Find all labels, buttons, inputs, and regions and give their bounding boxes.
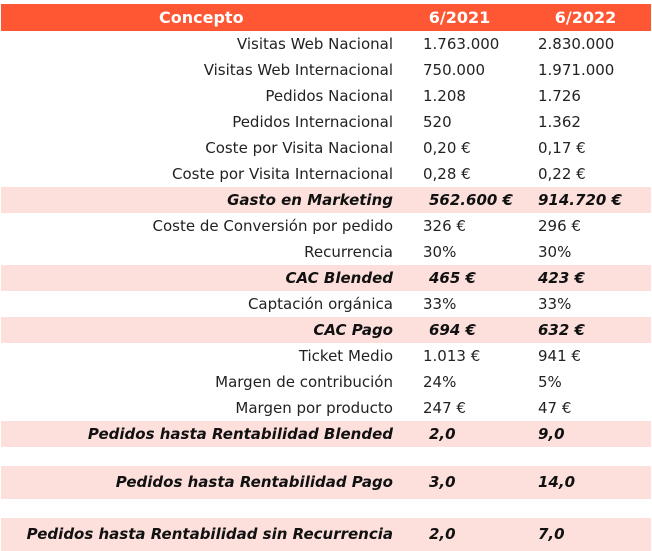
table-row xyxy=(1,395,651,421)
row-value-2021: 1.013 € xyxy=(423,347,481,365)
row-value-2022: 30% xyxy=(538,243,572,261)
row-label: Captación orgánica xyxy=(247,295,393,313)
row-value-2021: 33% xyxy=(423,295,457,313)
row-value-2022: 9,0 xyxy=(520,421,651,447)
row-label: Coste de Conversión por pedido xyxy=(152,217,393,235)
row-value-2021: 247 € xyxy=(423,399,466,417)
row-value-2022: 1.726 xyxy=(538,87,581,105)
row-value-2021: 520 xyxy=(423,113,452,131)
row-value-2022: 33% xyxy=(538,295,572,313)
table-row xyxy=(1,83,651,109)
highlight-row xyxy=(1,421,651,447)
row-label: Gasto en Marketing xyxy=(1,187,399,213)
row-value-2022: 941 € xyxy=(538,347,581,365)
row-label: Margen por producto xyxy=(235,399,393,417)
row-label: Pedidos Nacional xyxy=(265,87,393,105)
row-value-2022: 632 € xyxy=(520,317,651,343)
table-row xyxy=(1,31,651,57)
row-label: CAC Blended xyxy=(1,265,399,291)
row-value-2022: 0,22 € xyxy=(538,165,586,183)
table-row xyxy=(1,213,651,239)
row-value-2022: 14,0 xyxy=(520,466,651,499)
row-label: Visitas Web Nacional xyxy=(236,35,393,53)
row-value-2022: 0,17 € xyxy=(538,139,586,157)
table-row xyxy=(1,369,651,395)
table-row xyxy=(1,57,651,83)
row-value-2021: 0,28 € xyxy=(423,165,471,183)
header-concepto: Concepto xyxy=(1,4,399,31)
row-label: Pedidos hasta Rentabilidad Pago xyxy=(1,466,399,499)
row-label: CAC Pago xyxy=(1,317,399,343)
row-label: Pedidos Internacional xyxy=(232,113,393,131)
row-label: Visitas Web Internacional xyxy=(203,61,393,79)
table-row xyxy=(1,135,651,161)
row-value-2021: 24% xyxy=(423,373,457,391)
highlight-row xyxy=(1,187,651,213)
row-value-2021: 694 € xyxy=(399,317,520,343)
table-header-row xyxy=(1,4,651,31)
row-value-2021: 562.600 € xyxy=(399,187,520,213)
row-value-2021: 2,0 xyxy=(399,518,520,551)
row-value-2021: 0,20 € xyxy=(423,139,471,157)
spacer-row xyxy=(1,447,651,466)
row-value-2021: 3,0 xyxy=(399,466,520,499)
row-label: Recurrencia xyxy=(304,243,393,261)
table-row xyxy=(1,343,651,369)
highlight-row xyxy=(1,466,651,499)
row-value-2022: 5% xyxy=(538,373,562,391)
row-value-2021: 326 € xyxy=(423,217,466,235)
header-2021: 6/2021 xyxy=(399,4,520,31)
row-value-2021: 1.208 xyxy=(423,87,466,105)
row-value-2022: 2.830.000 xyxy=(538,35,615,53)
row-value-2022: 914.720 € xyxy=(520,187,651,213)
row-value-2022: 423 € xyxy=(520,265,651,291)
table-row xyxy=(1,161,651,187)
row-value-2021: 2,0 xyxy=(399,421,520,447)
row-label: Pedidos hasta Rentabilidad sin Recurrencia xyxy=(1,518,399,551)
row-value-2022: 1.971.000 xyxy=(538,61,615,79)
table-row xyxy=(1,239,651,265)
header-2022: 6/2022 xyxy=(520,4,651,31)
highlight-row xyxy=(1,265,651,291)
row-value-2022: 47 € xyxy=(538,399,572,417)
row-label: Pedidos hasta Rentabilidad Blended xyxy=(1,421,399,447)
metrics-table xyxy=(1,4,651,551)
row-label: Margen de contribución xyxy=(215,373,393,391)
row-label: Coste por Visita Nacional xyxy=(205,139,393,157)
row-value-2022: 296 € xyxy=(538,217,581,235)
row-label: Coste por Visita Internacional xyxy=(171,165,393,183)
row-label: Ticket Medio xyxy=(298,347,393,365)
table-row xyxy=(1,109,651,135)
row-value-2022: 7,0 xyxy=(520,518,651,551)
row-value-2021: 30% xyxy=(423,243,457,261)
table-row xyxy=(1,291,651,317)
spacer-row xyxy=(1,499,651,518)
row-value-2021: 465 € xyxy=(399,265,520,291)
row-value-2021: 750.000 xyxy=(423,61,486,79)
row-value-2022: 1.362 xyxy=(538,113,581,131)
highlight-row xyxy=(1,317,651,343)
row-value-2021: 1.763.000 xyxy=(423,35,500,53)
